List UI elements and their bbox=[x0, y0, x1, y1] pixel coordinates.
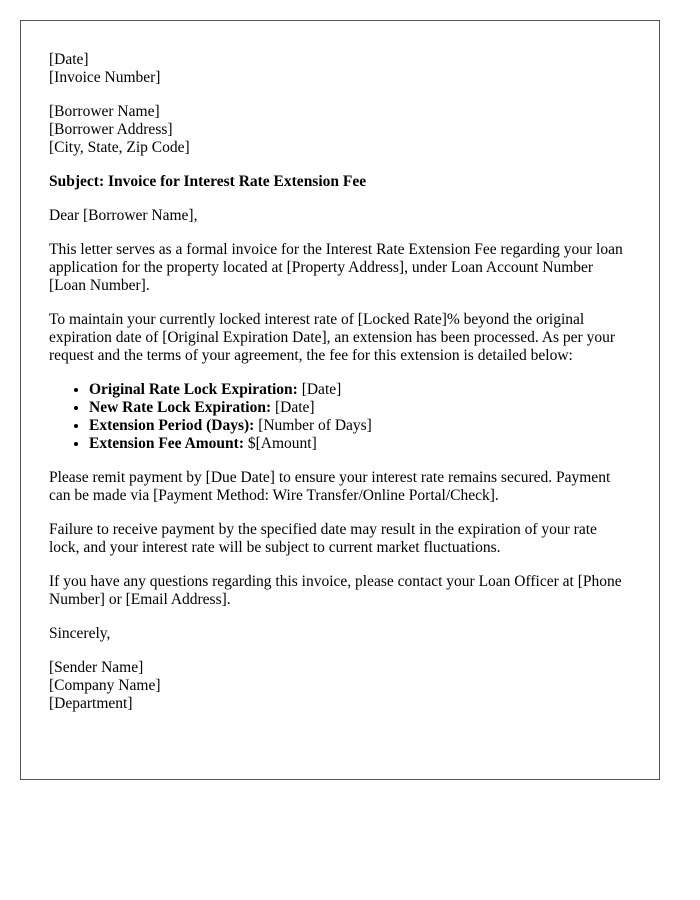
questions-paragraph: If you have any questions regarding this invoice, please contact your Loan Officer at [Phone Number] or [Email Address]. bbox=[49, 573, 622, 608]
letter-header bbox=[49, 51, 631, 87]
letter-date: [Date] bbox=[49, 51, 89, 68]
fee-item-fee-amount bbox=[89, 435, 631, 453]
recipient-block bbox=[49, 103, 631, 157]
fee-item-value: $[Amount] bbox=[244, 435, 317, 452]
fee-details-list bbox=[49, 381, 631, 453]
fee-item-label: New Rate Lock Expiration: bbox=[89, 399, 272, 416]
closing: Sincerely, bbox=[49, 625, 111, 642]
sender-name: [Sender Name] bbox=[49, 659, 144, 676]
borrower-name: [Borrower Name] bbox=[49, 103, 160, 120]
fee-item-original-expiration bbox=[89, 381, 631, 399]
payment-paragraph: Please remit payment by [Due Date] to ensure your interest rate remains secured. Payment can be made via [Payment Method: Wire Transfer/Online Portal/Check]. bbox=[49, 469, 611, 504]
fee-item-value: [Date] bbox=[297, 381, 342, 398]
fee-item-extension-period bbox=[89, 417, 631, 435]
fee-item-new-expiration bbox=[89, 399, 631, 417]
invoice-number: [Invoice Number] bbox=[49, 69, 161, 86]
letter-subject: Subject: Invoice for Interest Rate Extension Fee bbox=[49, 173, 367, 190]
company-name: [Company Name] bbox=[49, 677, 161, 694]
fee-item-label: Extension Period (Days): bbox=[89, 417, 255, 434]
borrower-address: [Borrower Address] bbox=[49, 121, 173, 138]
borrower-city-state-zip: [City, State, Zip Code] bbox=[49, 139, 190, 156]
fee-item-value: [Number of Days] bbox=[254, 417, 372, 434]
greeting: Dear [Borrower Name], bbox=[49, 207, 198, 224]
invoice-letter bbox=[20, 20, 660, 780]
signature-block bbox=[49, 659, 631, 713]
department: [Department] bbox=[49, 695, 133, 712]
fee-item-label: Extension Fee Amount: bbox=[89, 435, 244, 452]
intro-paragraph: This letter serves as a formal invoice for the Interest Rate Extension Fee regarding your loan application for the property located at [Property Address], under Loan Account Number [Loan Number]. bbox=[49, 241, 623, 294]
fee-item-value: [Date] bbox=[271, 399, 315, 416]
failure-paragraph: Failure to receive payment by the specified date may result in the expiration of your rate lock, and your interest rate will be subject to current market fluctuations. bbox=[49, 521, 597, 556]
details-paragraph: To maintain your currently locked interest rate of [Locked Rate]% beyond the original expiration date of [Original Expiration Date], an extension has been processed. As per your request and the terms of your agreement, the fee for this extension is detailed below: bbox=[49, 311, 615, 364]
fee-item-label: Original Rate Lock Expiration: bbox=[89, 381, 298, 398]
